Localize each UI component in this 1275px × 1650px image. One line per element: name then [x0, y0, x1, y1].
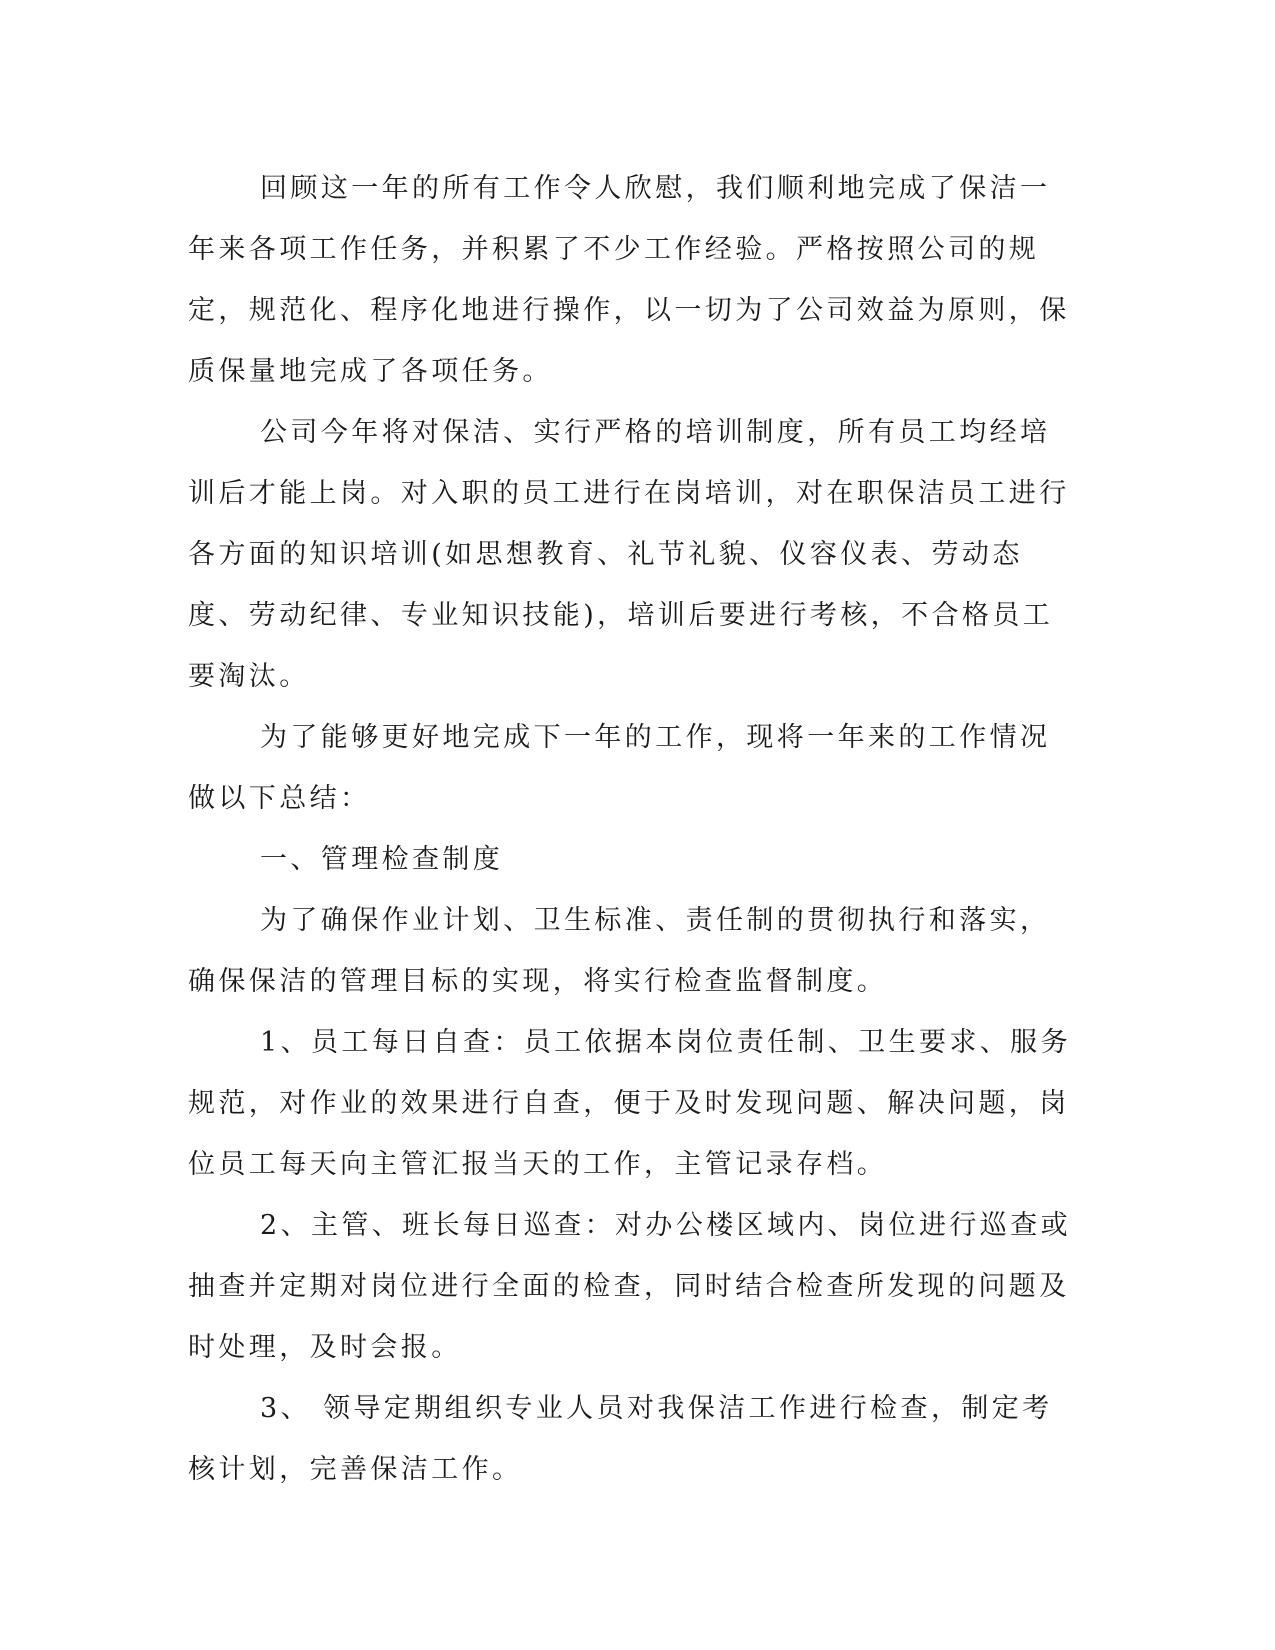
- paragraph-training: 公司今年将对保洁、实行严格的培训制度，所有员工均经培训后才能上岗。对入职的员工进行在岗培训，对在职保洁员工进行各方面的知识培训(如思想教育、礼节礼貌、仪容仪表、劳动态度、劳动纪律、专业知识技能)，培训后要进行考核，不合格员工要淘汰。: [188, 417, 1070, 692]
- list-item-daily-patrol: 2、主管、班长每日巡查：对办公楼区域内、岗位进行巡查或抽查并定期对岗位进行全面的检查，同时结合检查所发现的问题及时处理，及时会报。: [188, 1210, 1071, 1363]
- section-heading-inspection: 一、管理检查制度: [260, 844, 504, 875]
- paragraph-summary-intro: 为了能够更好地完成下一年的工作，现将一年来的工作情况做以下总结：: [188, 722, 1051, 814]
- paragraph-review: 回顾这一年的所有工作令人欣慰，我们顺利地完成了保洁一年来各项工作任务，并积累了不少工作经验。严格按照公司的规定，规范化、程序化地进行操作，以一切为了公司效益为原则，保质保量地完成了各项任务。: [188, 173, 1070, 387]
- paragraph-inspection-purpose: 为了确保作业计划、卫生标准、责任制的贯彻执行和落实，确保保洁的管理目标的实现，将实行检查监督制度。: [188, 905, 1051, 997]
- list-item-leader-inspection: 3、 领导定期组织专业人员对我保洁工作进行检查，制定考核计划，完善保洁工作。: [188, 1393, 1053, 1485]
- document-body: [188, 158, 1080, 1500]
- list-item-self-check: 1、员工每日自查：员工依据本岗位责任制、卫生要求、服务规范，对作业的效果进行自查，便于及时发现问题、解决问题，岗位员工每天向主管汇报当天的工作，主管记录存档。: [188, 1027, 1071, 1180]
